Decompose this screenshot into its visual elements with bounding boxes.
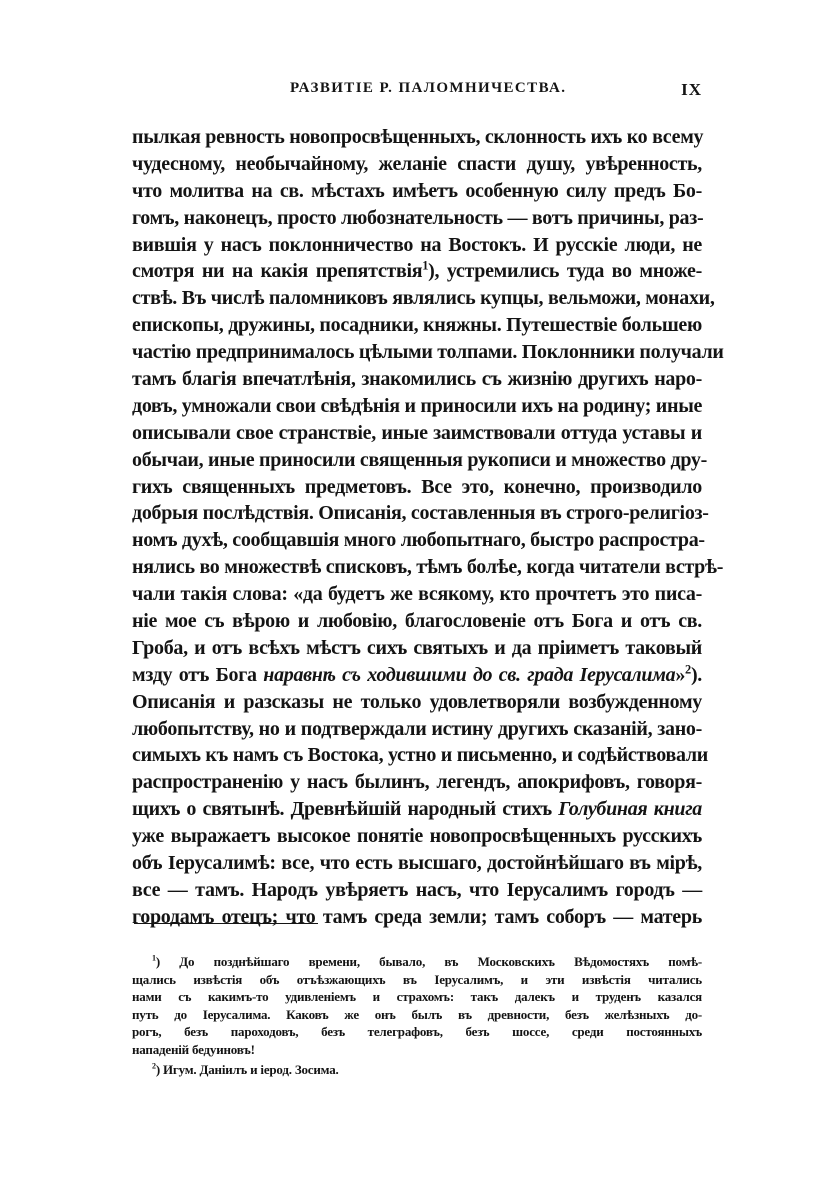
footnote-1-marker: 1 bbox=[152, 953, 156, 963]
italic-quote: наравнѣ съ ходившими до св. града Іерусалима bbox=[263, 663, 676, 686]
text-segment: ) До позднѣйшаго времени, бывало, въ Московскихъ Вѣдомостяхъ помѣ- bbox=[155, 954, 702, 969]
text-line: частію предпринималось цѣлыми толпами. Поклонники получали bbox=[132, 341, 724, 364]
text-line: гомъ, наконецъ, просто любознательность — вотъ причины, раз- bbox=[132, 206, 704, 229]
footnote-rule bbox=[134, 923, 318, 924]
footnote-2-marker: 2 bbox=[152, 1061, 156, 1071]
text-line: городамъ отецъ; что тамъ среда земли; тамъ соборъ — матерь bbox=[132, 905, 702, 928]
text-line: Описанія и разсказы не только удовлетворяли возбужденному bbox=[132, 690, 702, 713]
text-line: чали такія слова: «да будетъ же всякому, кто прочтетъ это писа- bbox=[132, 583, 702, 606]
footnote-ref-2: 2 bbox=[685, 662, 691, 677]
text-line: чудесному, необычайному, желаніе спасти душу, увѣренность, bbox=[132, 152, 702, 175]
text-line: уже выражаетъ высокое понятіе новопросвѣщенныхъ русскихъ bbox=[132, 825, 702, 848]
text-line: объ Іерусалимѣ: все, что есть высшаго, достойнѣйшаго въ мірѣ, bbox=[132, 852, 702, 875]
footnote-1-line bbox=[132, 953, 702, 971]
text-line: симыхъ къ намъ съ Востока, устно и письменно, и содѣйствовали bbox=[132, 744, 708, 767]
body-text bbox=[132, 124, 724, 931]
footnote-ref-1: 1 bbox=[422, 258, 429, 273]
text-line: все — тамъ. Народъ увѣряетъ насъ, что Іерусалимъ городъ — bbox=[132, 878, 702, 901]
footnote-2-line bbox=[132, 1061, 702, 1079]
text-line: епископы, дружины, посадники, княжны. Путешествіе большею bbox=[132, 314, 702, 337]
footnote-1-line: нападеній бедуиновъ! bbox=[132, 1041, 255, 1057]
text-segment: ), устремились туда во множе- bbox=[428, 260, 702, 283]
text-line: обычаи, иные приносили священныя рукописи и множество дру- bbox=[132, 448, 707, 471]
text-line: Гроба, и отъ всѣхъ мѣстъ сихъ святыхъ и да пріиметъ таковый bbox=[132, 636, 702, 659]
footnote-1-line: нами съ какимъ-то удивленіемъ и страхомъ: такъ далекъ и труденъ казался bbox=[132, 989, 702, 1005]
text-line: добрыя послѣдствія. Описанія, составленныя въ строго-религіоз- bbox=[132, 502, 709, 525]
text-line: довъ, умножали свои свѣдѣнія и приносили ихъ на родину; иные bbox=[132, 394, 703, 417]
text-line: что молитва на св. мѣстахъ имѣетъ особенную силу предъ Бо- bbox=[132, 179, 702, 202]
italic-title: Голубиная книга bbox=[558, 798, 702, 821]
footnote-1-line: щались извѣстія объ отъѣзжающихъ въ Іерусалимъ, и эти извѣстія читались bbox=[132, 971, 702, 987]
text-segment: щихъ о святынѣ. Древнѣйшій народный стихъ bbox=[132, 798, 552, 821]
footnote-1-line: рогъ, безъ пароходовъ, безъ телеграфовъ, безъ шоссе, среди постоянныхъ bbox=[132, 1024, 702, 1040]
text-segment: ) Игум. Даніилъ и іерод. Зосима. bbox=[155, 1061, 339, 1077]
footnotes bbox=[132, 953, 702, 1078]
text-line: номъ духѣ, сообщавшія много любопытнаго, быстро распростра- bbox=[132, 529, 705, 552]
text-line: описывали свое странствіе, иные заимствовали оттуда уставы и bbox=[132, 421, 702, 444]
text-line: ствѣ. Въ числѣ паломниковъ являлись купцы, вельможи, монахи, bbox=[132, 287, 715, 310]
text-line: гихъ священныхъ предметовъ. Все это, конечно, производило bbox=[132, 475, 702, 498]
text-line bbox=[132, 796, 702, 823]
footnote-1-line: путь до Іерусалима. Каковъ же онъ былъ въ древности, безъ желѣзныхъ до- bbox=[132, 1006, 702, 1022]
text-segment: мзду отъ Бога bbox=[132, 663, 257, 686]
text-line bbox=[132, 662, 702, 689]
text-line: распространенію у насъ былинъ, легендъ, апокрифовъ, говоря- bbox=[132, 771, 702, 794]
running-title: РАЗВИТІЕ Р. ПАЛОМНИЧЕСТВА. bbox=[290, 80, 567, 96]
text-line: тамъ благія впечатлѣнія, знакомились съ жизнію другихъ наро- bbox=[132, 368, 702, 391]
text-segment: ). bbox=[690, 663, 702, 686]
text-segment: смотря ни на какія препятствія bbox=[132, 260, 423, 283]
text-line: пылкая ревность новопросвѣщенныхъ, склонность ихъ ко всему bbox=[132, 126, 704, 148]
text-line: любопытству, но и подтверждали истину другихъ сказаній, зано- bbox=[132, 717, 702, 740]
text-line bbox=[132, 258, 702, 285]
quote-close: » bbox=[675, 663, 686, 686]
text-line: ніе мое съ вѣрою и любовію, благословеніе отъ Бога и отъ св. bbox=[132, 610, 702, 633]
page-number: IX bbox=[681, 80, 702, 99]
text-line: вившія у насъ поклонничество на Востокъ. И русскіе люди, не bbox=[132, 233, 702, 256]
text-line: нялись во множествѣ списковъ, тѣмъ болѣе, когда читатели встрѣ- bbox=[132, 556, 724, 579]
running-head bbox=[132, 80, 702, 100]
